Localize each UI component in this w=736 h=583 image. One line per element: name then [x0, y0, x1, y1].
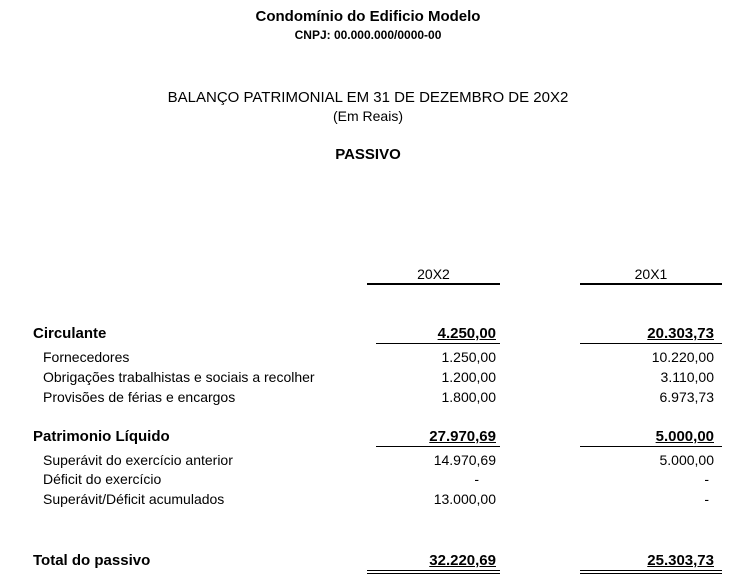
- rule: [580, 343, 722, 344]
- column-header-previous: 20X1: [634, 266, 668, 282]
- line-item-current: 1.800,00: [441, 389, 496, 405]
- double-rule: [580, 573, 722, 574]
- circulante-label: Circulante: [33, 325, 107, 342]
- double-rule: [367, 573, 500, 574]
- section-title: PASSIVO: [335, 146, 401, 163]
- patrimonio-total-current: 27.970,69: [429, 428, 496, 445]
- line-item-label: Provisões de férias e encargos: [43, 389, 236, 405]
- column-header-underline: [367, 283, 500, 285]
- line-item-previous: -: [704, 471, 709, 487]
- patrimonio-total-previous: 5.000,00: [655, 428, 714, 445]
- line-item-current: -: [474, 471, 479, 487]
- line-item-previous: 5.000,00: [659, 452, 714, 468]
- line-item-current: 14.970,69: [433, 452, 496, 468]
- line-item-label: Superávit do exercício anterior: [43, 452, 233, 468]
- line-item-label: Fornecedores: [43, 349, 130, 365]
- line-item-label: Superávit/Déficit acumulados: [43, 491, 225, 507]
- total-label: Total do passivo: [33, 552, 151, 569]
- line-item-previous: 6.973,73: [659, 389, 714, 405]
- total-current: 32.220,69: [429, 552, 496, 569]
- report-title: BALANÇO PATRIMONIAL EM 31 DE DEZEMBRO DE 20X2: [167, 89, 569, 106]
- circulante-total-current: 4.250,00: [437, 325, 496, 342]
- currency-note: (Em Reais): [332, 108, 403, 124]
- line-item-previous: -: [704, 491, 709, 507]
- rule: [376, 343, 500, 344]
- patrimonio-label: Patrimonio Líquido: [33, 428, 170, 445]
- column-header-current: 20X2: [417, 266, 450, 282]
- line-item-previous: 10.220,00: [651, 349, 714, 365]
- line-item-label: Obrigações trabalhistas e sociais a recolher: [43, 369, 315, 385]
- line-item-current: 1.200,00: [441, 369, 496, 385]
- line-item-previous: 3.110,00: [660, 369, 714, 385]
- rule: [580, 446, 722, 447]
- total-previous: 25.303,73: [647, 552, 714, 569]
- double-rule: [580, 570, 722, 571]
- line-item-current: 13.000,00: [433, 491, 496, 507]
- rule: [376, 446, 500, 447]
- cnpj: CNPJ: 00.000.000/0000-00: [294, 28, 442, 42]
- double-rule: [367, 570, 500, 571]
- entity-name: Condomínio do Edificio Modelo: [255, 8, 481, 25]
- circulante-total-previous: 20.303,73: [647, 325, 714, 342]
- column-header-underline: [580, 283, 722, 285]
- line-item-current: 1.250,00: [441, 349, 496, 365]
- line-item-label: Déficit do exercício: [43, 471, 162, 487]
